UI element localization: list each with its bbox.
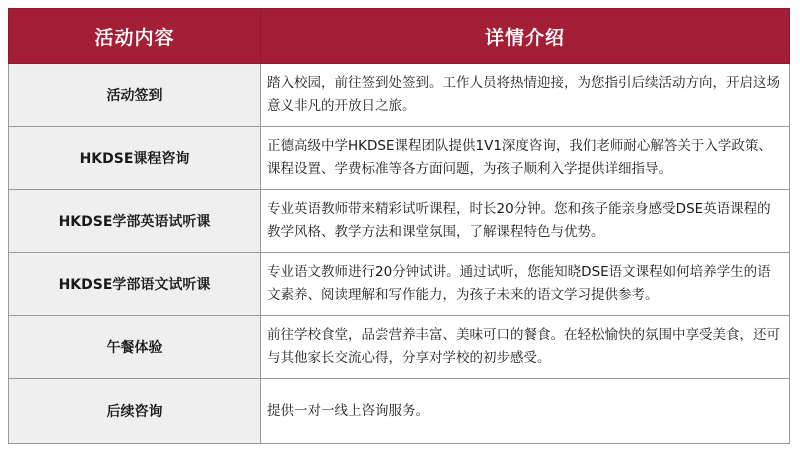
schedule-table-container [8, 8, 789, 440]
table-row [9, 127, 790, 190]
activity-cell: HKDSE学部英语试听课 [9, 190, 261, 253]
table-row [9, 379, 790, 444]
table-header-row [9, 9, 790, 64]
detail-cell: 专业语文教师进行20分钟试讲。通过试听，您能知晓DSE语文课程如何培养学生的语文素养、阅读理解和写作能力，为孩子未来的语文学习提供参考。 [261, 253, 790, 316]
activity-cell: HKDSE课程咨询 [9, 127, 261, 190]
activity-cell: HKDSE学部语文试听课 [9, 253, 261, 316]
table-row [9, 190, 790, 253]
detail-cell: 提供一对一线上咨询服务。 [261, 379, 790, 444]
detail-cell: 前往学校食堂，品尝营养丰富、美味可口的餐食。在轻松愉快的氛围中享受美食，还可与其他家长交流心得，分享对学校的初步感受。 [261, 316, 790, 379]
header-activity: 活动内容 [9, 9, 261, 64]
activity-cell: 后续咨询 [9, 379, 261, 444]
detail-cell: 正德高级中学HKDSE课程团队提供1V1深度咨询，我们老师耐心解答关于入学政策、课程设置、学费标准等各方面问题，为孩子顺利入学提供详细指导。 [261, 127, 790, 190]
detail-cell: 踏入校园，前往签到处签到。工作人员将热情迎接，为您指引后续活动方向，开启这场意义非凡的开放日之旅。 [261, 64, 790, 127]
detail-cell: 专业英语教师带来精彩试听课程，时长20分钟。您和孩子能亲身感受DSE英语课程的教学风格、教学方法和课堂氛围，了解课程特色与优势。 [261, 190, 790, 253]
activity-cell: 活动签到 [9, 64, 261, 127]
table-row [9, 316, 790, 379]
table-row [9, 64, 790, 127]
activity-cell: 午餐体验 [9, 316, 261, 379]
schedule-table [8, 8, 790, 444]
header-detail: 详情介绍 [261, 9, 790, 64]
table-row [9, 253, 790, 316]
